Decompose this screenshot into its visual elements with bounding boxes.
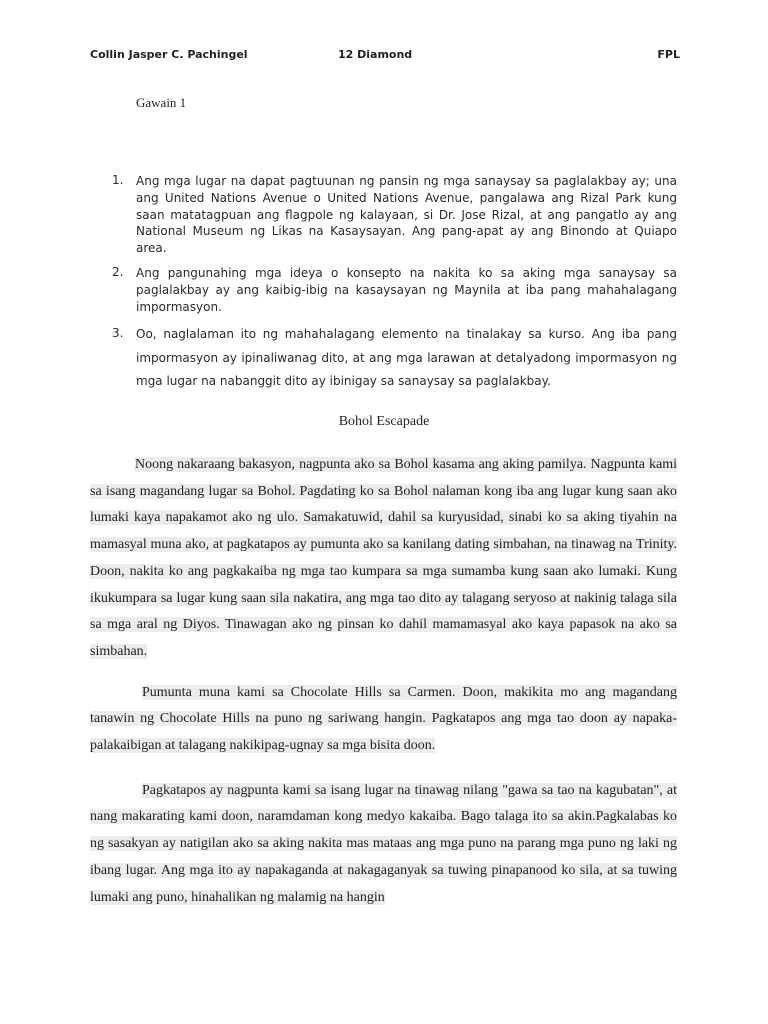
essay-paragraph-text: Noong nakaraang bakasyon, nagpunta ako sa Bohol kasama ang aking pamilya. Nagpunta kami sa isang magandang lugar sa Bohol. Pagdating ko sa Bohol nalaman kong iba ang lugar kung saan ako lumaki kaya napakamot ako ng ulo. Samakatuwid, dahil sa kuryusidad, sinabi ko sa aking tiyahin na mamasyal muna ako, at pagkatapos ay pumunta ako sa kanilang dating simbahan, na tinawag na Trinity. Doon, nakita ko ang pagkakaiba ng mga tao kumpara sa mga sumamba kung saan ako lumaki. Kung ikukumpara sa lugar kung saan sila nakatira, ang mga tao dito ay talagang seryoso at nakinig talaga sila sa mga aral ng Diyos. Tinawagan ako ng pinsan ko dahil mamamasyal ako kaya papasok na ako sa simbahan. — [90, 457, 677, 659]
answer-text: Ang pangunahing mga ideya o konsepto na nakita ko sa aking mga sanaysay sa paglalakbay ay ang kaibig-ibig na kasaysayan ng Maynila at iba pang mahahalagang impormasyon. — [136, 265, 677, 314]
essay-title: Bohol Escapade — [338, 414, 430, 429]
answer-item — [112, 173, 677, 257]
answer-item — [112, 265, 677, 315]
essay-paragraph-text: Pumunta muna kami sa Chocolate Hills sa Carmen. Doon, makikita mo ang magandang tanawin ng Chocolate Hills na puno ng sariwang hangin. Pagkatapos ang mga tao doon ay napaka-palakaibigan at talagang nakikipag-ugnay sa mga bisita doon. — [90, 684, 677, 754]
document-header — [90, 48, 680, 64]
essay-paragraph — [90, 680, 677, 760]
activity-title: Gawain 1 — [136, 95, 187, 110]
answer-text: Ang mga lugar na dapat pagtuunan ng pansin ng mga sanaysay sa paglalakbay ay; una ang United Nations Avenue o United Nations Avenue, pangalawa ang Rizal Park kung saan matatagpuan ang flagpole ng kalayaan, si Dr. Jose Rizal, at ang pangatlo ay ang National Museum ng Likas na Kasaysayan. Ang pang-apat ay ang Binondo at Quiapo area. — [136, 174, 677, 256]
answer-number: 3. — [112, 326, 124, 341]
answer-item — [112, 323, 677, 394]
student-section: 12 Diamond — [338, 48, 413, 61]
answer-text: Oo, naglalaman ito ng mahahalagang elemento na tinalakay sa kurso. Ang iba pang impormasyon ay ipinaliwanag dito, at ang mga larawan at detalyadong impormasyon ng mga lugar na nabanggit dito ay ibinigay sa sanaysay sa paglalakbay. — [136, 327, 677, 389]
essay-paragraph — [90, 778, 677, 912]
answer-number: 2. — [112, 264, 124, 279]
answer-number: 1. — [112, 173, 124, 187]
essay-paragraph — [90, 452, 677, 666]
answer-list — [112, 173, 677, 402]
student-name: Collin Jasper C. Pachingel — [90, 48, 248, 61]
essay-paragraph-text: Pagkatapos ay nagpunta kami sa isang lugar na tinawag nilang "gawa sa tao na kagubatan", at nang makarating kami doon, naramdaman kong medyo kakaiba. Bago talaga ito sa akin.Pagkalabas ko ng sasakyan ay natigilan ako sa aking nakita mas mataas ang mga puno na parang mga puno ng laki ng ibang lugar. Ang mga ito ay napakaganda at nakagaganyak sa tuwing pinapanood ko sila, at sa tuwing lumaki ang puno, hinahalikan ng malamig na hangin — [90, 782, 677, 905]
subject-code: FPL — [657, 48, 680, 61]
essay-body — [90, 452, 677, 925]
